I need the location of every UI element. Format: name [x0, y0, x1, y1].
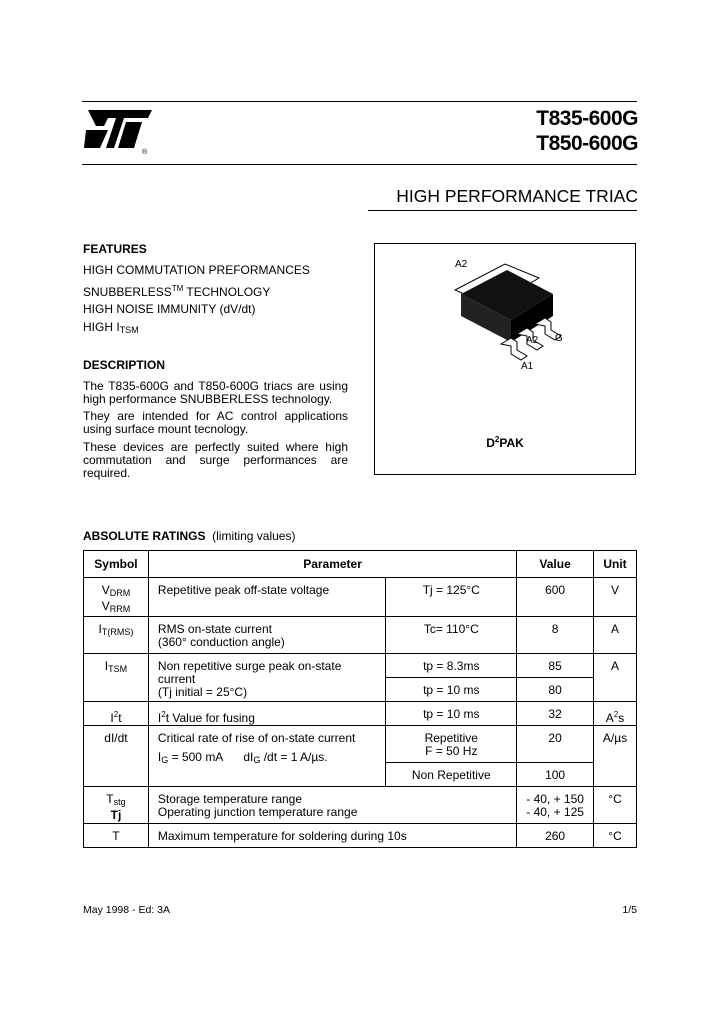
unit-cell: °C [594, 824, 637, 848]
feature-item: SNUBBERLESS™ TECHNOLOGY [83, 283, 271, 299]
ratings-table [83, 550, 637, 848]
col-value: Value [517, 551, 594, 578]
features-list [83, 262, 310, 339]
value-cell: 260 [517, 824, 594, 848]
parameter-cell: $I^2t$ Value for fusing [148, 702, 385, 726]
condition-cell: tp = 10 ms [386, 702, 517, 726]
symbol-cell: $I_{T(RMS)}$ [84, 617, 149, 654]
pin-label-a2: A2 [526, 335, 539, 346]
feature-item: HIGH $I_{TSM}$ [83, 319, 139, 335]
description-paragraph: The T835-600G and T850-600G triacs are using high performance SNUBBERLESS technology. [83, 379, 348, 406]
table-header-row [84, 551, 637, 578]
symbol-cell: $I_{TSM}$ [84, 654, 149, 702]
col-symbol: Symbol [84, 551, 149, 578]
unit-cell: V [594, 578, 637, 617]
pin-label-a1: A1 [521, 361, 534, 372]
value-cell: 8 [517, 617, 594, 654]
col-unit: Unit [594, 551, 637, 578]
page-subtitle: HIGH PERFORMANCE TRIAC [396, 186, 638, 206]
feature-item: HIGH NOISE IMMUNITY (dV/dt) [83, 302, 256, 316]
table-row [84, 824, 637, 848]
table-row [84, 726, 637, 763]
value-cell: 600 [517, 578, 594, 617]
condition-cell: tp = 8.3ms [386, 654, 517, 678]
condition-cell: tp = 10 ms [386, 678, 517, 702]
table-row [84, 787, 637, 824]
value-cell: 85 [517, 654, 594, 678]
value-cell: 80 [517, 678, 594, 702]
d2pak-package-drawing [435, 254, 575, 384]
features-heading: FEATURES [83, 242, 147, 256]
registered-mark: ® [142, 149, 148, 154]
unit-cell: $A^2s$ [594, 702, 637, 726]
header-rule [82, 164, 637, 165]
parameter-cell: Repetitive peak off-state voltage [148, 578, 385, 617]
subtitle-rule [368, 210, 637, 211]
parameter-cell: Storage temperature range Operating junction temperature range [148, 787, 516, 824]
condition-cell: Repetitive F = 50 Hz [386, 726, 517, 763]
symbol-cell: $V_{DRM}$ $V_{RRM}$ [84, 578, 149, 617]
unit-cell: A [594, 654, 637, 702]
top-rule [82, 101, 637, 102]
value-cell: 20 [517, 726, 594, 763]
unit-cell: °C [594, 787, 637, 824]
table-row [84, 702, 637, 726]
unit-cell: A/µs [594, 726, 637, 787]
part-number-1: T835-600G [536, 107, 638, 130]
page-number: 1/5 [622, 904, 637, 916]
pin-label-a2-tab: A2 [455, 259, 468, 270]
value-cell: 100 [517, 763, 594, 787]
package-name: $D^2PAK$ [486, 435, 524, 450]
pin-label-g: G [555, 333, 563, 344]
footer-date: May 1998 - Ed: 3A [83, 904, 170, 916]
value-cell: 32 [517, 702, 594, 726]
parameter-cell: RMS on-state current (360° conduction angle) [148, 617, 385, 654]
unit-cell: A [594, 617, 637, 654]
condition-cell: Tc= 110°C [386, 617, 517, 654]
package-box [374, 243, 636, 475]
feature-item: HIGH COMMUTATION PREFORMANCES [83, 263, 310, 277]
value-cell: - 40, + 150 - 40, + 125 [517, 787, 594, 824]
condition-cell: Non Repetitive [386, 763, 517, 787]
table-row [84, 617, 637, 654]
parameter-cell: Non repetitive surge peak on-state current (Tj initial = 25°C) [148, 654, 385, 702]
col-parameter: Parameter [148, 551, 516, 578]
description-paragraph: These devices are perfectly suited where high commutation and surge performances are required. [83, 440, 348, 480]
symbol-cell: $I^2t$ [84, 702, 149, 726]
ratings-heading: ABSOLUTE RATINGS (limiting values) [83, 529, 296, 543]
description-paragraph: They are intended for AC control applications using surface mount tecnology. [83, 409, 348, 436]
symbol-cell: $T_{stg}$ Tj [84, 787, 149, 824]
description-heading: DESCRIPTION [83, 358, 166, 372]
condition-cell: Tj = 125°C [386, 578, 517, 617]
st-logo [82, 108, 156, 154]
table-row [84, 578, 637, 617]
parameter-cell: Critical rate of rise of on-state current $I_G = 500$ mA $dI_G$ /dt = 1 A/µs. [148, 726, 385, 787]
symbol-cell: dI/dt [84, 726, 149, 787]
symbol-cell: T [84, 824, 149, 848]
parameter-cell: Maximum temperature for soldering during 10s [148, 824, 516, 848]
table-row [84, 654, 637, 678]
part-number-2: T850-600G [536, 132, 638, 155]
